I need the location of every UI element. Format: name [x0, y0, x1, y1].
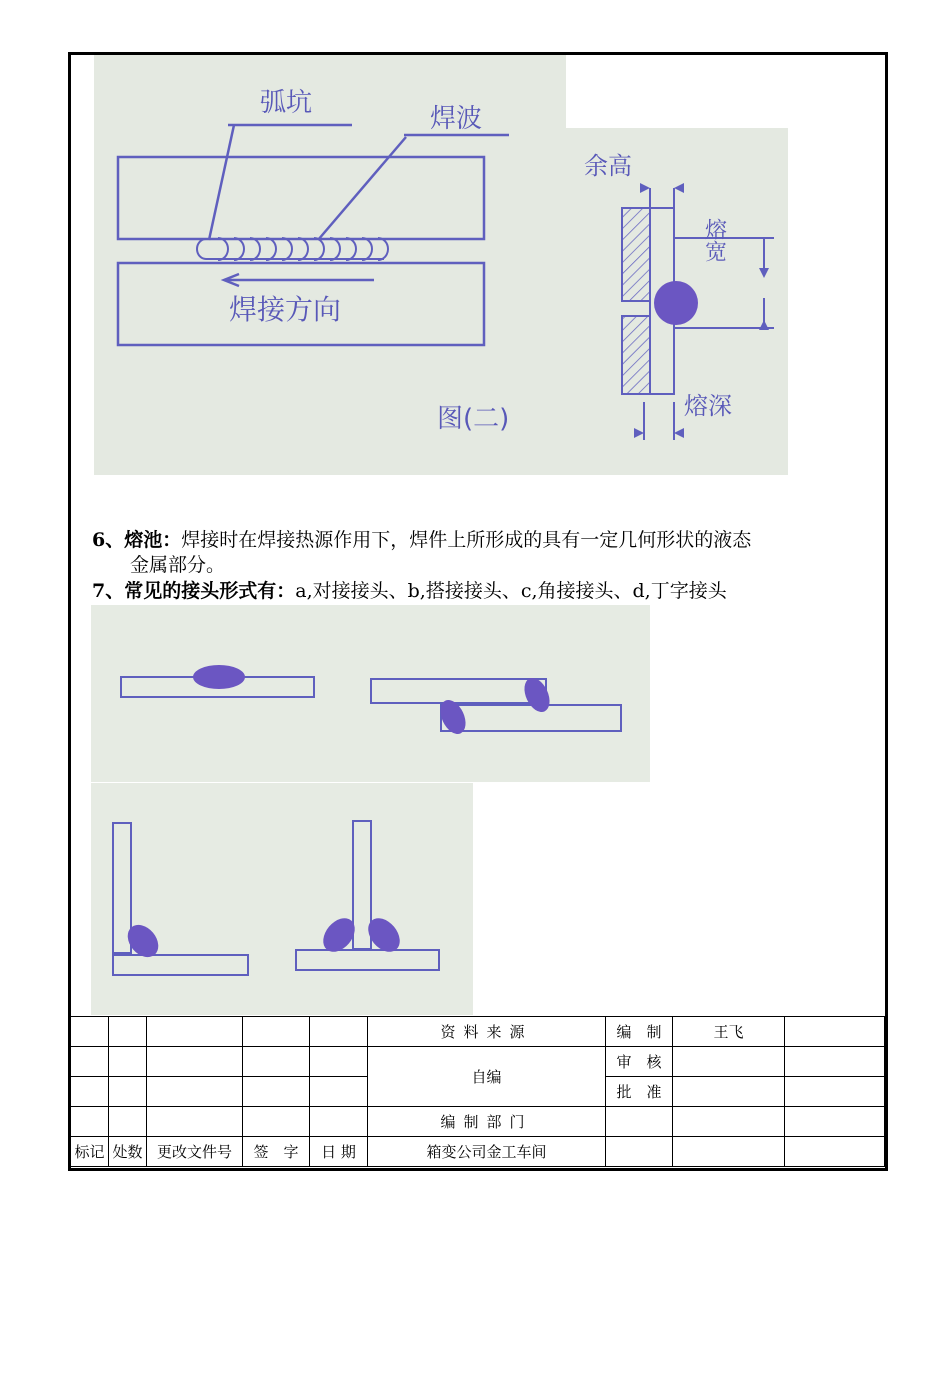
item-7-line [92, 579, 727, 604]
source-value: 自编 [368, 1047, 606, 1107]
approve-label: 批 准 [606, 1077, 673, 1107]
depth-label: 熔深 [684, 392, 732, 420]
corner-t-joint-figure [91, 783, 473, 1015]
item-6-continuation: 金属部分。 [130, 554, 226, 576]
direction-label: 焊接方向 [229, 293, 342, 326]
width-label: 熔宽 [701, 218, 727, 262]
item-7-body: a,对接接头、b,搭接接头、c,角接接头、d,丁字接头 [295, 580, 727, 602]
item-7-term: 常见的接头形式有： [124, 580, 296, 602]
dept-value: 箱变公司金工车间 [368, 1137, 606, 1167]
weld-bead-figure [94, 55, 566, 475]
dept-label: 编制部门 [368, 1107, 606, 1137]
source-label: 资料来源 [368, 1017, 606, 1047]
col-count: 处数 [109, 1137, 147, 1167]
compile-label: 编 制 [606, 1017, 673, 1047]
col-mark: 标记 [71, 1137, 109, 1167]
reinforcement-label: 余高 [584, 152, 632, 180]
item-6-body: 焊接时在焊接热源作用下，焊件上所形成的具有一定几何形状的液态 [181, 529, 752, 551]
item-7-number: 7、 [92, 580, 125, 602]
crater-label: 弧坑 [260, 88, 313, 118]
col-docno: 更改文件号 [147, 1137, 243, 1167]
item-6-number: 6、 [92, 529, 125, 551]
col-date: 日 期 [310, 1137, 368, 1167]
item-6-term: 熔池： [124, 529, 182, 551]
col-sign: 签 字 [243, 1137, 310, 1167]
butt-lap-joint-figure [91, 605, 650, 782]
weld-section-figure [564, 128, 788, 475]
review-label: 审 核 [606, 1047, 673, 1077]
item-6-line [92, 528, 751, 553]
ripple-label: 焊波 [430, 104, 483, 134]
figure-number: 图(二) [437, 404, 510, 434]
title-block [70, 1016, 885, 1167]
compiler-name: 王飞 [673, 1017, 785, 1047]
